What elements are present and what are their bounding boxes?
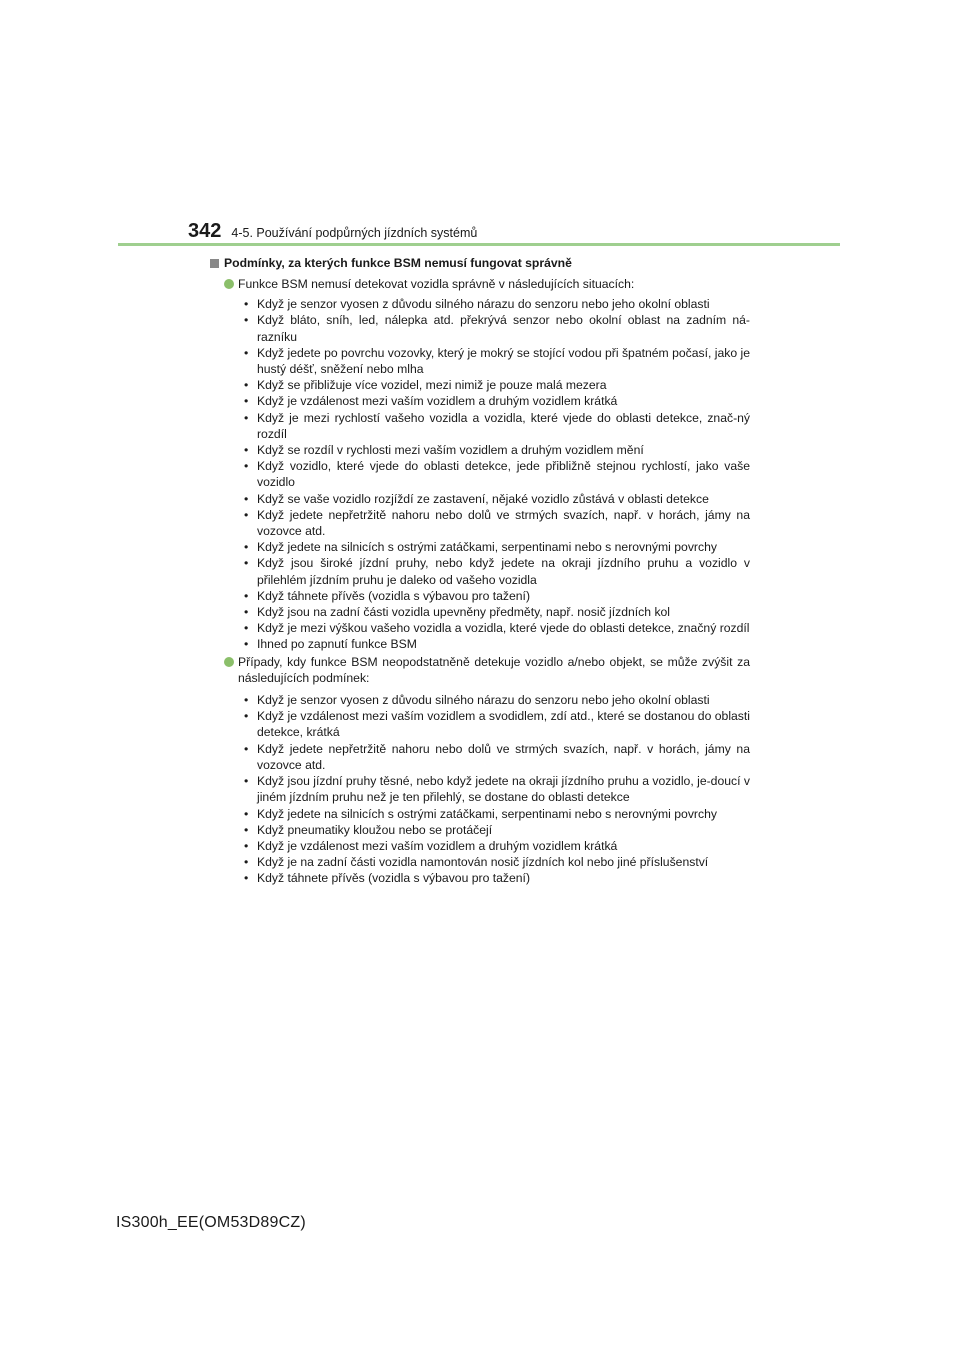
list-item: • Když se vaše vozidlo rozjíždí ze zastavení, nějaké vozidlo zůstává v oblasti detekce: [244, 491, 750, 507]
list-item: • Když je mezi výškou vašeho vozidla a vozidla, které vjede do oblasti detekce, značný rozdíl: [244, 620, 750, 636]
chapter-title: 4-5. Používání podpůrných jízdních systémů: [231, 226, 478, 240]
list-item: • Když jedete na silnicích s ostrými zatáčkami, serpentinami nebo s nerovnými povrchy: [244, 806, 750, 822]
document-code: IS300h_EE(OM53D89CZ): [116, 1214, 306, 1231]
list-item: • Když pneumatiky kloužou nebo se protáčejí: [244, 822, 750, 838]
circle-bullet-icon: [224, 657, 234, 667]
list-item: • Když se přibližuje více vozidel, mezi nimiž je pouze malá mezera: [244, 377, 750, 393]
circle-point: [214, 276, 750, 292]
list-item: • Když jsou jízdní pruhy těsné, nebo když jedete na okraji jízdního pruhu a vozidlo, je-doucí v jiném jízdním pruhu než je ten přilehlý, se dostane do oblasti detekce: [244, 773, 750, 805]
square-bullet-icon: [210, 259, 219, 268]
group-intro: Funkce BSM nemusí detekovat vozidla správně v následujících situacích:: [238, 277, 635, 291]
list-item: • Když táhnete přívěs (vozidla s výbavou pro tažení): [244, 588, 750, 604]
group-false-detection: [214, 654, 750, 887]
page-number: 342: [188, 220, 222, 242]
bullet-list: [214, 692, 750, 886]
group-intro: Případy, kdy funkce BSM neopodstatněně detekuje vozidlo a/nebo objekt, se může zvýšit za následujících podmínek:: [238, 654, 750, 685]
list-item: • Když je vzdálenost mezi vaším vozidlem a svodidlem, zdí atd., které se dostanou do oblasti detekce, krátká: [244, 708, 750, 740]
list-item: • Když jsou široké jízdní pruhy, nebo když jedete na okraji jízdního pruhu a vozidlo v přilehlém jízdním pruhu je daleko od vašeho vozidla: [244, 555, 750, 587]
list-item: • Když je na zadní části vozidla namontován nosič jízdních kol nebo jiné příslušenství: [244, 854, 750, 870]
list-item: • Když jsou na zadní části vozidla upevněny předměty, např. nosič jízdních kol: [244, 604, 750, 620]
list-item: • Ihned po zapnutí funkce BSM: [244, 636, 750, 652]
section-title: Podmínky, za kterých funkce BSM nemusí fungovat správně: [224, 256, 572, 270]
circle-point: [214, 654, 750, 686]
list-item: • Když jedete po povrchu vozovky, který je mokrý se stojící vodou při špatném počasí, jako je hustý déšť, sněžení nebo mlha: [244, 345, 750, 377]
list-item: • Když jedete nepřetržitě nahoru nebo dolů ve strmých svazích, např. v horách, jámy na vozovce atd.: [244, 507, 750, 539]
list-item: • Když je senzor vyosen z důvodu silného nárazu do senzoru nebo jeho okolní oblasti: [244, 296, 750, 312]
circle-bullet-icon: [224, 279, 234, 289]
bullet-list: [214, 296, 750, 652]
list-item: • Když je vzdálenost mezi vaším vozidlem a druhým vozidlem krátká: [244, 393, 750, 409]
list-item: • Když se rozdíl v rychlosti mezi vaším vozidlem a druhým vozidlem mění: [244, 442, 750, 458]
list-item: • Když bláto, sníh, led, nálepka atd. překrývá senzor nebo okolní oblast na zadním ná-razníku: [244, 312, 750, 344]
header-divider: [118, 243, 840, 246]
list-item: • Když je vzdálenost mezi vaším vozidlem a druhým vozidlem krátká: [244, 838, 750, 854]
list-item: • Když táhnete přívěs (vozidla s výbavou pro tažení): [244, 870, 750, 886]
group-detection-failure: [214, 276, 750, 653]
list-item: • Když je senzor vyosen z důvodu silného nárazu do senzoru nebo jeho okolní oblasti: [244, 692, 750, 708]
list-item: • Když jedete nepřetržitě nahoru nebo dolů ve strmých svazích, např. v horách, jámy na vozovce atd.: [244, 741, 750, 773]
list-item: • Když je mezi rychlostí vašeho vozidla a vozidla, které vjede do oblasti detekce, znač-ný rozdíl: [244, 410, 750, 442]
page-header: [188, 220, 477, 243]
list-item: • Když jedete na silnicích s ostrými zatáčkami, serpentinami nebo s nerovnými povrchy: [244, 539, 750, 555]
main-content: [214, 256, 750, 887]
section-heading: [214, 256, 750, 270]
list-item: • Když vozidlo, které vjede do oblasti detekce, jede přibližně stejnou rychlostí, jako vaše vozidlo: [244, 458, 750, 490]
